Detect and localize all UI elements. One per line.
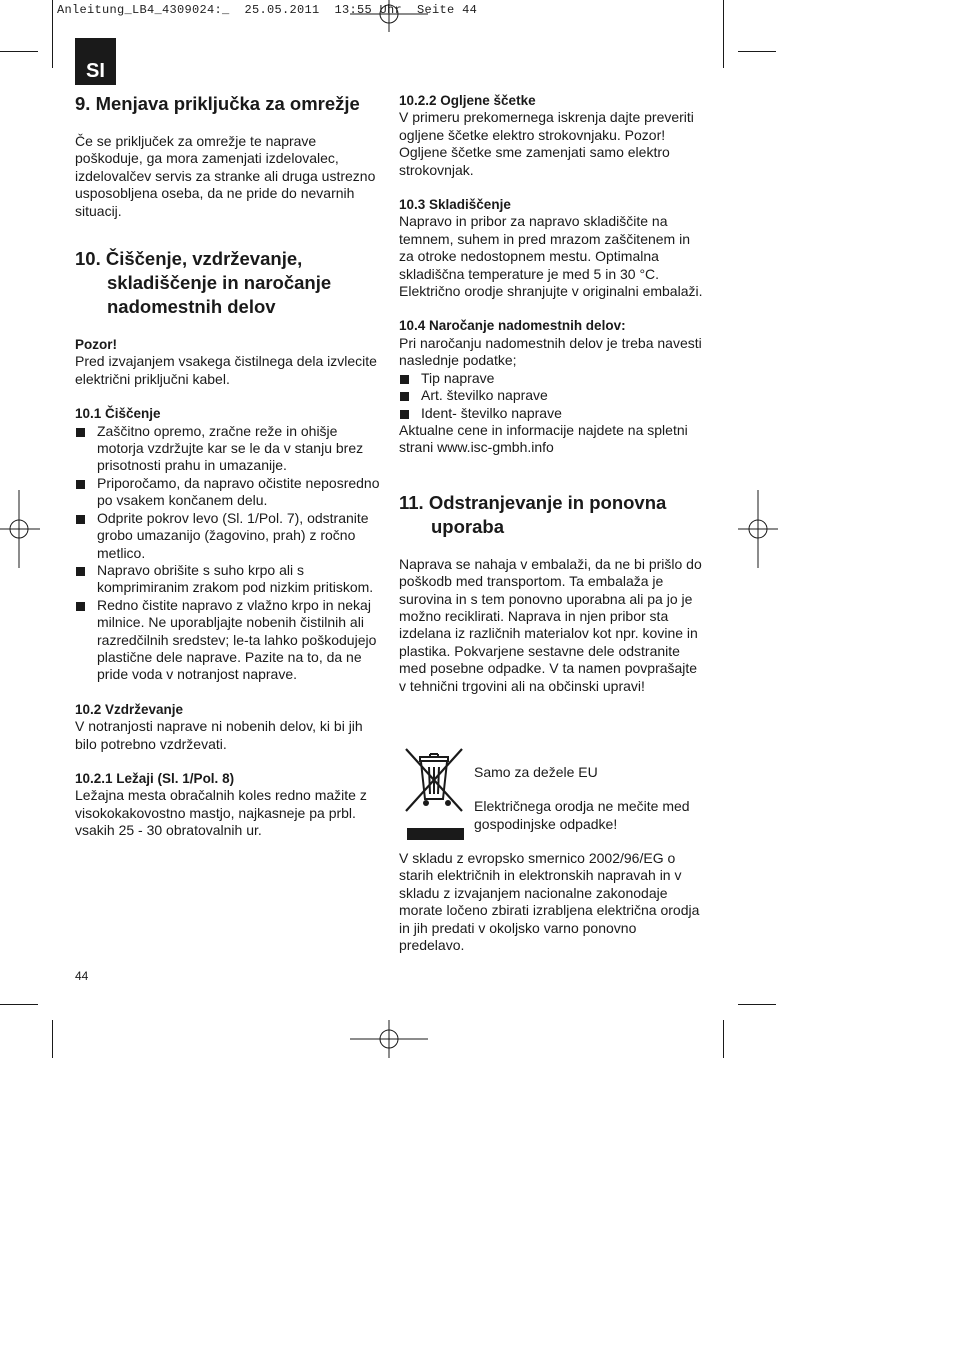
crop-mark xyxy=(0,51,38,52)
registration-mark-icon xyxy=(738,490,778,568)
list-item: Ident- številko naprave xyxy=(399,405,704,422)
list-item: Tip naprave xyxy=(399,370,704,387)
weee-notice xyxy=(474,764,714,833)
crop-mark xyxy=(52,1020,53,1058)
page-number: 44 xyxy=(75,969,89,983)
crop-mark xyxy=(738,1004,776,1005)
list-item: Odprite pokrov levo (Sl. 1/Pol. 7), odstranite grobo umazanijo (žagovino, prah) z ročno metlico. xyxy=(75,510,380,562)
left-column xyxy=(75,92,380,840)
section-10-2-1-body: Ležajna mesta obračalnih koles redno mažite z visokokakovostno mastjo, najkasneje pa prbl. vsakih 25 - 30 obratovalnih ur. xyxy=(75,787,367,839)
section-10-title: 10. Čiščenje, vzdrževanje, skladiščenje in naročanje nadomestnih delov xyxy=(75,248,332,318)
section-10-4-title: 10.4 Naročanje nadomestnih delov: xyxy=(399,318,626,334)
eu-only-note: Samo za dežele EU xyxy=(474,764,598,780)
crossed-out-bin-icon xyxy=(404,747,464,843)
file-header: Anleitung_LB4_4309024:_ 25.05.2011 13:55 Uhr Seite 44 xyxy=(57,3,478,17)
section-10-4-outro: Aktualne cene in informacije najdete na spletni strani www.isc-gmbh.info xyxy=(399,421,688,456)
crop-mark xyxy=(723,0,724,68)
section-10-3-body: Napravo in pribor za napravo skladiščite na temnem, suhem in pred mrazom zaščitenem in za otroke nedostopnem mestu. Optimalna skladiščna temperature je med 5 in 30 °C. Električno orodje shranjujte v originalni embalaži. xyxy=(399,213,703,300)
cleaning-list xyxy=(75,423,380,684)
section-10-1-title: 10.1 Čiščenje xyxy=(75,406,161,422)
warning-label: Pozor! xyxy=(75,337,117,353)
section-10-2-title: 10.2 Vzdrževanje xyxy=(75,701,184,717)
crop-mark xyxy=(52,0,53,68)
crop-mark xyxy=(738,51,776,52)
section-10-4-intro: Pri naročanju nadomestnih delov je treba navesti naslednje podatke; xyxy=(399,334,702,369)
section-9-body: Če se priključek za omrežje te naprave poškoduje, ga mora zamenjati izdelovalec, izdelovalčev servis za stranke ali druga ustrezno usposobljena oseba, da ne pride do nevarnih situacij. xyxy=(75,133,376,219)
section-11-body: Naprava se nahaja v embalaži, da ne bi prišlo do poškodb med transportom. Ta embalaža je surovina in s tem ponovno uporabna ali pa jo je možno reciklirati. Naprava in njen pribor sta izdelana iz različnih materialov kot npr. kovine in plastika. Pokvarjene sestavne dele odstranite med posebne odpadke. V ta namen povprašajte v tehnični trgovini ali na občinski upravi! xyxy=(399,555,702,694)
warning-body: Pred izvajanjem vsakega čistilnega dela izvlecite električni priključni kabel. xyxy=(75,353,377,387)
list-item: Art. številko naprave xyxy=(399,387,704,404)
eu-warning: Električnega orodja ne mečite med gospodinjske odpadke! xyxy=(474,798,690,832)
section-11-title: 11. Odstranjevanje in ponovna uporaba xyxy=(399,491,667,537)
section-10-2-2-body: V primeru prekomernega iskrenja dajte preveriti ogljene ščetke elektro strokovnjaku. Pozor! Ogljene ščetke sme zamenjati samo elektro strokovnjak. xyxy=(399,109,694,178)
list-item: Priporočamo, da napravo očistite neposredno po vsakem končanem delu. xyxy=(75,475,380,510)
section-10-3-title: 10.3 Skladiščenje xyxy=(399,197,511,213)
list-item: Napravo obrišite s suho krpo ali s komprimiranim zrakom pod nizkim pritiskom. xyxy=(75,562,380,597)
language-tab: SI xyxy=(75,38,116,85)
list-item: Redno čistite napravo z vlažno krpo in nekaj milnice. Ne uporabljajte nobenih čistilnih ali razredčilnih sredstev; le-ta lahko poškodujejo plastične dele naprave. Pazite na to, da ne pride voda v notranjost naprave. xyxy=(75,597,380,684)
section-10-2-2-title: 10.2.2 Ogljene ščetke xyxy=(399,93,536,108)
list-item: Zaščitno opremo, zračne reže in ohišje motorja vzdržujte kar se le da v stanju brez prisotnosti prahu in umazanije. xyxy=(75,423,380,475)
section-9-title: 9. Menjava priključka za omrežje xyxy=(75,93,360,114)
order-info-list xyxy=(399,370,704,422)
registration-mark-icon xyxy=(350,1020,428,1058)
crop-mark xyxy=(0,1004,38,1005)
section-10-2-1-title: 10.2.1 Ležaji (Sl. 1/Pol. 8) xyxy=(75,770,235,786)
right-column xyxy=(399,92,704,695)
registration-mark-icon xyxy=(0,490,40,568)
crop-mark xyxy=(723,1020,724,1058)
registration-mark-icon xyxy=(350,0,428,32)
section-10-2-body: V notranjosti naprave ni nobenih delov, ki bi jih bilo potrebno vzdrževati. xyxy=(75,718,363,752)
directive-body: V skladu z evropsko smernico 2002/96/EG o starih električnih in elektronskih napravah in v skladu z izvajanjem nacionalne zakonodaje morate ločeno zbirati izrabljena električna orodja in jih predati v okoljsko varno ponovno predelavo. xyxy=(399,850,700,954)
